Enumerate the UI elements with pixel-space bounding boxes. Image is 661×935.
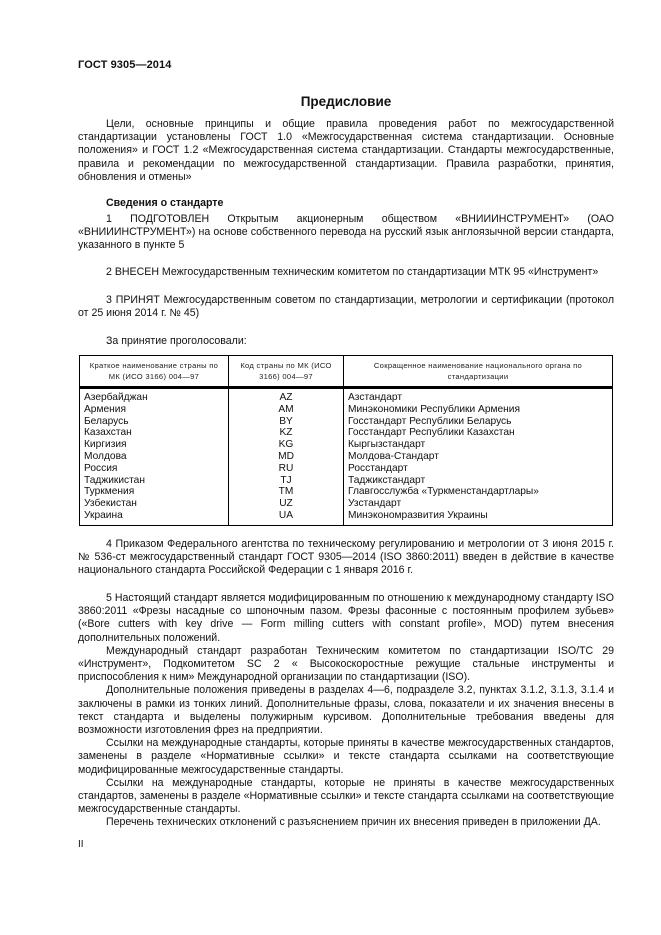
body-cell: Азстандарт (344, 388, 613, 404)
table-header-row (80, 356, 613, 388)
section-heading: Сведения о стандарте (106, 197, 224, 209)
code-cell: TJ (229, 475, 344, 487)
code-cell: BY (229, 416, 344, 428)
item-3: 3 ПРИНЯТ Межгосударственным советом по стандартизации, метрологии и сертификации (протокол от 25 июня 2014 г. № 45) (78, 294, 614, 320)
body-cell: Госстандарт Республики Казахстан (344, 427, 613, 439)
body-cell: Главгосслужба «Туркменстандартлары» (344, 486, 613, 498)
code-cell: UA (229, 510, 344, 525)
intro-paragraph: Цели, основные принципы и общие правила проведения работ по межгосударственной стандартизации установлены ГОСТ 1.0 «Межгосударственная система стандартизации. Основные положения» и ГОСТ 1.2 «Межгосударственная система стандартизации. Стандарты межгосударственные, правила и рекомендации по межгосударственной стандартизации. Правила разработки, принятия, обновления и отмены» (78, 118, 614, 183)
table-row (80, 404, 613, 416)
country-cell: Туркмения (80, 486, 229, 498)
column-header-country: Краткое наименование страны по МК (ИСО 3166) 004—97 (80, 356, 229, 388)
column-header-body: Сокращенное наименование национального органа по стандартизации (344, 356, 613, 388)
body-cell: Узстандарт (344, 498, 613, 510)
page-number: II (78, 839, 84, 850)
table-row (80, 388, 613, 404)
code-cell: UZ (229, 498, 344, 510)
body-cell: Минэкономразвития Украины (344, 510, 613, 525)
document-id: ГОСТ 9305—2014 (78, 59, 172, 71)
table-row (80, 498, 613, 510)
item-1: 1 ПОДГОТОВЛЕН Открытым акционерным обществом «ВНИИИНСТРУМЕНТ» (ОАО «ВНИИИНСТРУМЕНТ») на основе собственного перевода на русский язык англоязычной версии стандарта, указанного в пункте 5 (78, 213, 614, 252)
country-cell: Таджикистан (80, 475, 229, 487)
body-cell: Минэкономики Республики Армения (344, 404, 613, 416)
country-cell: Азербайджан (80, 388, 229, 404)
body-cell: Таджикстандарт (344, 475, 613, 487)
country-cell: Узбекистан (80, 498, 229, 510)
code-cell: AZ (229, 388, 344, 404)
code-cell: KG (229, 439, 344, 451)
page-title: Предисловие (300, 94, 392, 109)
country-cell: Киргизия (80, 439, 229, 451)
table-row (80, 416, 613, 428)
table-row (80, 451, 613, 463)
country-cell: Беларусь (80, 416, 229, 428)
voting-table (79, 355, 613, 526)
code-cell: AM (229, 404, 344, 416)
table-row (80, 439, 613, 451)
table-row (80, 475, 613, 487)
body-cell: Молдова-Стандарт (344, 451, 613, 463)
item-4: 4 Приказом Федерального агентства по техническому регулированию и метрологии от 3 июня 2015 г. № 536-ст межгосударственный стандарт ГОСТ 9305—2014 (ISO 3860:2011) введен в действие в качестве национального стандарта Российской Федерации с 1 января 2016 г. (78, 538, 614, 577)
table-row (80, 510, 613, 525)
body-cell: Госстандарт Республики Беларусь (344, 416, 613, 428)
voted-label: За принятие проголосовали: (106, 335, 247, 347)
item-5: 5 Настоящий стандарт является модифицированным по отношению к международному стандарту ISO 3860:2011 «Фрезы насадные со шпоночным пазом. Фрезы фасонные с постоянным профилем зубьев» («Bore cutters with key drive — Form milling cutters with constant profile», MOD) путем внесения дополнительных положений. Международный стандарт разработан Техническим комитетом по стандартизации ISO/TC 29 «Инструмент», Подкомитетом SC 2 « Высокоскоростные режущие стальные инструменты и приспособления к ним» Международной организации по стандартизации (ISO). Дополнительные положения приведены в разделах 4—6, подразделе 3.2, пунктах 3.1.2, 3.1.3, 3.1.4 и заключены в рамки из тонких линий. Дополнительные фразы, слова, показатели и их значения внесены в текст стандарта и выделены полужирным курсивом. Дополнительные требования введены для возможности изготовления фрез на предприятии. Ссылки на международные стандарты, которые приняты в качестве межгосударственных стандартов, заменены в разделе «Нормативные ссылки» и тексте стандарта ссылками на соответствующие модифицированные межгосударственные стандарты. Ссылки на международные стандарты, которые не приняты в качестве межгосударственных стандартов, заменены в разделе «Нормативные ссылки» и тексте стандарта ссылками на соответствующие межгосударственные стандарты. Перечень технических отклонений с разъяснением причин их внесения приведен в приложении ДА. (78, 592, 614, 829)
table-row (80, 463, 613, 475)
body-cell: Кыргызстандарт (344, 439, 613, 451)
country-cell: Казахстан (80, 427, 229, 439)
country-cell: Армения (80, 404, 229, 416)
body-cell: Росстандарт (344, 463, 613, 475)
country-cell: Россия (80, 463, 229, 475)
code-cell: KZ (229, 427, 344, 439)
country-cell: Молдова (80, 451, 229, 463)
table-row (80, 427, 613, 439)
column-header-code: Код страны по МК (ИСО 3166) 004—97 (229, 356, 344, 388)
country-cell: Украина (80, 510, 229, 525)
code-cell: MD (229, 451, 344, 463)
item-2: 2 ВНЕСЕН Межгосударственным техническим комитетом по стандартизации МТК 95 «Инструмент» (106, 266, 599, 278)
code-cell: RU (229, 463, 344, 475)
code-cell: TM (229, 486, 344, 498)
table-row (80, 486, 613, 498)
